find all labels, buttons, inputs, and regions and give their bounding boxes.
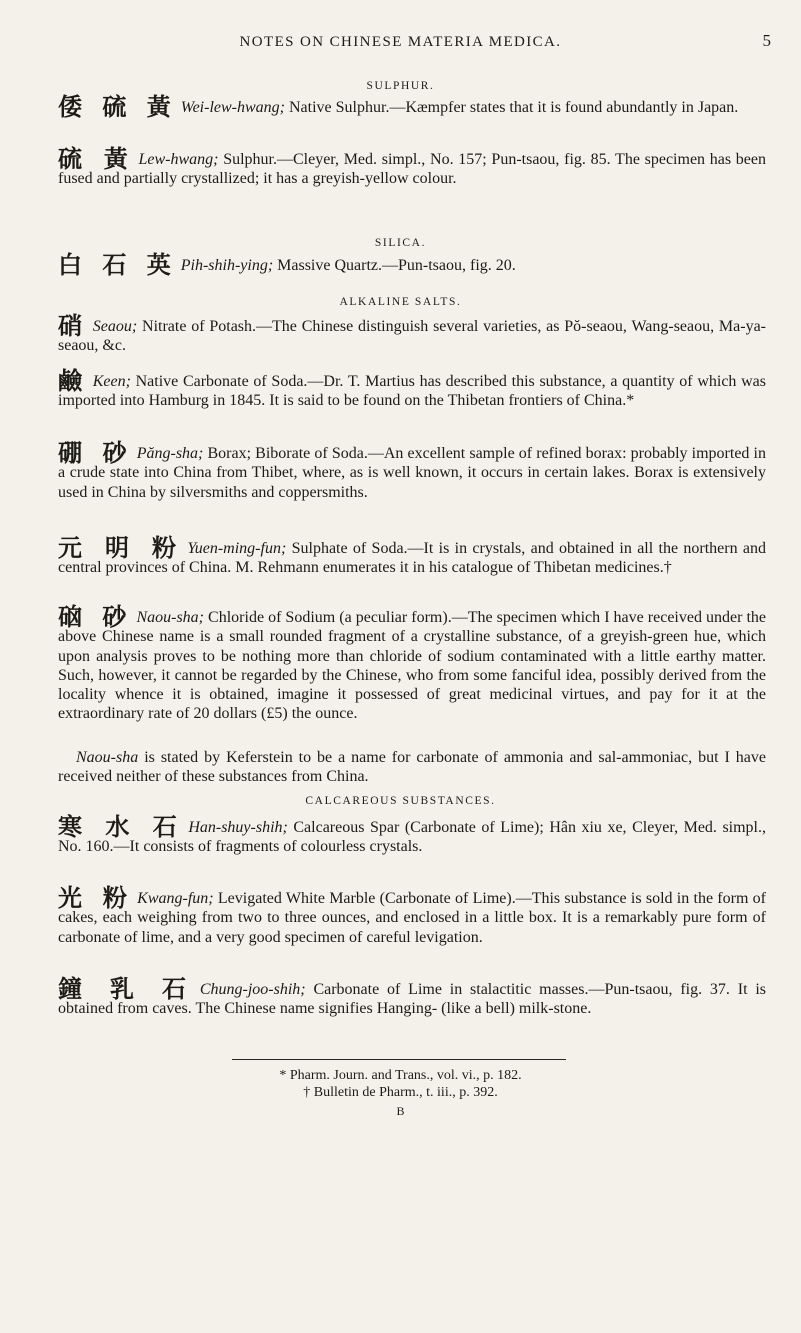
entry-term: Han-shuy-shih; <box>188 819 288 836</box>
entry-text: Native Sulphur.—Kæmpfer states that it is found abundantly in Japan. <box>285 99 739 116</box>
entry-term: Lew-hwang; <box>138 151 219 168</box>
entry-term: Păng-sha; <box>136 445 204 462</box>
entry-term: Naou-sha <box>76 749 139 766</box>
running-head: NOTES ON CHINESE MATERIA MEDICA. <box>239 34 562 50</box>
entry-text: Sulphate of Soda.—It is in crystals, and obtained in all the northern and central provinces of China. M. Rehmann enumerates it in his catalogue of Thibetan medicines.† <box>58 540 766 577</box>
entry-pang-sha <box>58 439 766 502</box>
section-heading-sulphur: SULPHUR. <box>366 80 435 92</box>
entry-text: Levigated White Marble (Carbonate of Lime).—This substance is sold in the form of cakes, each weighing from two to three ounces, and enclosed in a little box. It is a remarkably pure form of carbonate of lime, and a very good specimen of careful levigation. <box>58 890 767 946</box>
entry-chung-joo-shih <box>58 975 767 1019</box>
entry-kwang-fun <box>58 884 767 947</box>
entry-keen <box>58 367 766 411</box>
chinese-characters: 倭 硫 黃 <box>58 93 177 121</box>
entry-naou-sha <box>58 603 766 724</box>
footnote-1: * Pharm. Journ. and Trans., vol. vi., p. 182. <box>279 1068 522 1083</box>
entry-lew-hwang <box>58 145 766 189</box>
entry-text: Carbonate of Lime in stalactitic masses.—Pun-tsaou, fig. 37. It is obtained from caves. The Chinese name signifies Hanging- (like a bell) milk-stone. <box>58 981 767 1018</box>
chinese-characters: 寒 水 石 <box>58 813 185 841</box>
chinese-characters: 光 粉 <box>58 884 134 912</box>
entry-naou-sha-note <box>58 748 766 787</box>
chinese-characters: 硫 黃 <box>58 145 135 173</box>
entry-text: Sulphur.—Cleyer, Med. simpl., No. 157; Pun-tsaou, fig. 85. The specimen has been fused and partially crystallized; it has a greyish-yellow colour. <box>58 151 766 188</box>
entry-yuen-ming-fun <box>58 534 766 578</box>
entry-text: Nitrate of Potash.—The Chinese distinguish several varieties, as Pŏ-seaou, Wang-seaou, Ma-ya-seaou, &c. <box>58 318 766 355</box>
entry-term: Naou-sha; <box>136 609 205 626</box>
chinese-characters: 硼 砂 <box>58 439 133 467</box>
section-heading-alkaline-salts: ALKALINE SALTS. <box>339 296 462 308</box>
entry-term: Seaou; <box>92 318 138 335</box>
entry-text: Calcareous Spar (Carbonate of Lime); Hân xiu xe, Cleyer, Med. simpl., No. 160.—It consists of fragments of colourless crystals. <box>58 819 767 856</box>
section-heading-silica: SILICA. <box>374 237 427 249</box>
entry-term: Yuen-ming-fun; <box>187 540 287 557</box>
entry-text: Borax; Biborate of Soda.—An excellent sample of refined borax: probably imported in a crude state into China from Thibet, where, as is well known, it occurs in certain lakes. Borax is extensively used in China by silversmiths and coppersmiths. <box>58 445 766 501</box>
entry-term: Wei-lew-hwang; <box>180 99 285 116</box>
chinese-characters: 元 明 粉 <box>58 534 184 562</box>
chinese-characters: 白 石 英 <box>58 251 177 279</box>
footnote-2: † Bulletin de Pharm., t. iii., p. 392. <box>303 1085 498 1100</box>
entry-term: Pih-shih-ying; <box>180 257 274 274</box>
chinese-characters: 鐘 乳 石 <box>58 975 196 1003</box>
entry-text: Chloride of Sodium (a peculiar form).—The specimen which I have received under the above Chinese name is a small rounded fragment of a crystalline substance, of a greyish-green hue, which upon analysis proves to be nothing more than chloride of sodium contaminated with a little earthy matter. Such, however, it cannot be regarded by the Chinese, who from some fanciful idea, possibly derived from the locality whence it is obtained, imagine it possessed of great medicinal virtues, and pay for it at the extraordinary rate of 20 dollars (£5) the ounce. <box>58 609 766 723</box>
entry-wei-lew-hwang <box>58 93 766 121</box>
section-heading-calcareous: CALCAREOUS SUBSTANCES. <box>305 795 496 807</box>
chinese-characters: 硇 砂 <box>58 603 133 631</box>
entry-text: Native Carbonate of Soda.—Dr. T. Martius has described this substance, a quantity of which was imported into Hamburg in 1845. It is said to be found on the Thibetan frontiers of China.* <box>58 373 766 410</box>
entry-term: Keen; <box>92 373 131 390</box>
entry-seaou <box>58 312 766 356</box>
entry-text: is stated by Keferstein to be a name for carbonate of ammonia and sal-ammoniac, but I have received neither of these substances from China. <box>58 749 766 786</box>
page-number: 5 <box>762 31 771 50</box>
chinese-characters: 硝 <box>58 312 89 340</box>
entry-pih-shih-ying <box>58 251 766 279</box>
footnotes <box>0 1067 801 1101</box>
entry-term: Kwang-fun; <box>137 890 214 907</box>
entry-term: Chung-joo-shih; <box>199 981 306 998</box>
footnote-rule <box>232 1059 566 1060</box>
signature-mark: B <box>396 1104 405 1118</box>
entry-text: Massive Quartz.—Pun-tsaou, fig. 20. <box>273 257 516 274</box>
entry-han-shuy-shih <box>58 813 767 857</box>
chinese-characters: 鹼 <box>58 367 89 395</box>
